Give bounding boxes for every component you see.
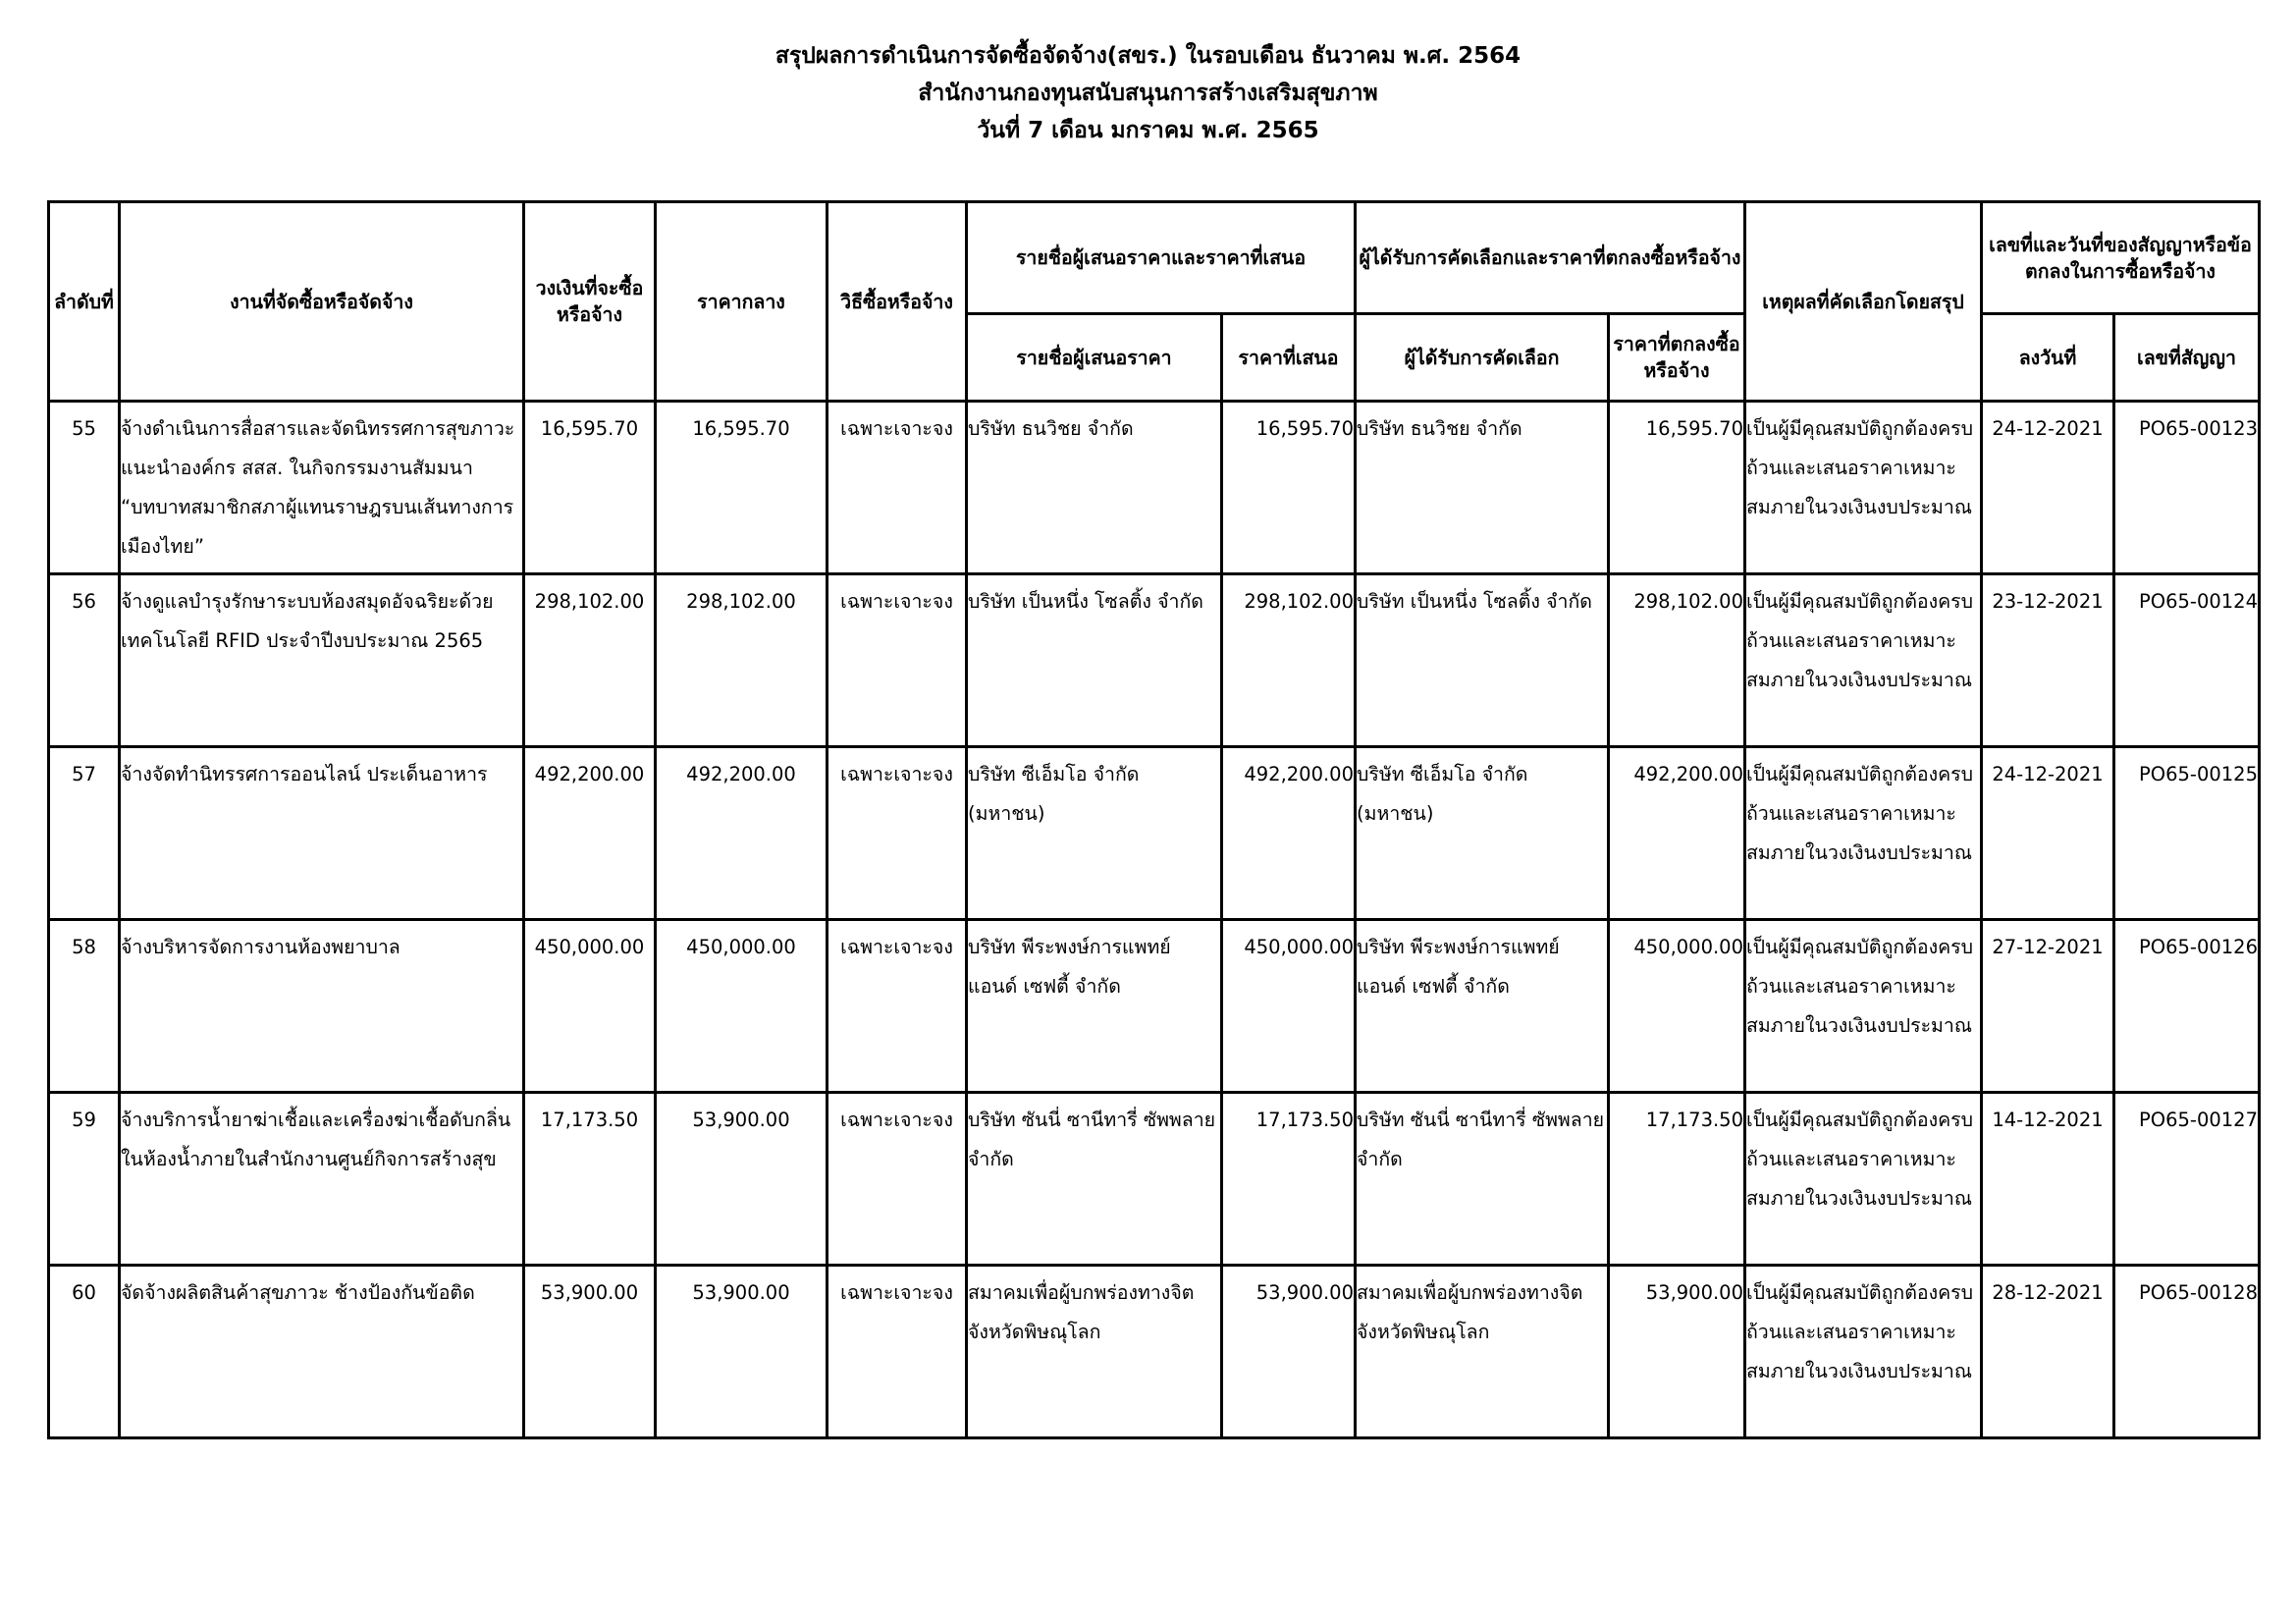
header-contract-group: เลขที่และวันที่ของสัญญาหรือข้อตกลงในการซื้อหรือจ้าง bbox=[1982, 202, 2260, 314]
row-contract-no: PO65-00124 bbox=[2114, 574, 2260, 747]
row-seq: 60 bbox=[49, 1266, 120, 1438]
header-bidder-name: รายชื่อผู้เสนอราคา bbox=[967, 314, 1222, 402]
row-contract-no: PO65-00126 bbox=[2114, 920, 2260, 1093]
row-reason: เป็นผู้มีคุณสมบัติถูกต้องครบถ้วนและเสนอราคาเหมาะสมภายในวงเงินงบประมาณ bbox=[1745, 1093, 1982, 1266]
row-bidder: บริษัท ซันนี่ ซานีทารี่ ซัพพลาย จำกัด bbox=[967, 1093, 1222, 1266]
row-work: จ้างจัดทำนิทรรศการออนไลน์ ประเด็นอาหาร bbox=[120, 747, 524, 920]
row-work: จ้างดำเนินการสื่อสารและจัดนิทรรศการสุขภาวะ แนะนำองค์กร สสส. ในกิจกรรมงานสัมมนา “บทบาทสมาชิกสภาผู้แทนราษฎรบนเส้นทางการเมืองไทย” bbox=[120, 402, 524, 574]
row-method: เฉพาะเจาะจง bbox=[828, 574, 967, 747]
row-agreed-price: 17,173.50 bbox=[1609, 1093, 1745, 1266]
document-header bbox=[0, 37, 2296, 149]
row-budget: 16,595.70 bbox=[524, 402, 656, 574]
table-row bbox=[49, 747, 2260, 920]
row-reason: เป็นผู้มีคุณสมบัติถูกต้องครบถ้วนและเสนอราคาเหมาะสมภายในวงเงินงบประมาณ bbox=[1745, 574, 1982, 747]
row-signed-date: 14-12-2021 bbox=[1982, 1093, 2114, 1266]
row-signed-date: 24-12-2021 bbox=[1982, 747, 2114, 920]
row-bidder: บริษัท ซีเอ็มโอ จำกัด (มหาชน) bbox=[967, 747, 1222, 920]
row-signed-date: 28-12-2021 bbox=[1982, 1266, 2114, 1438]
row-contract-no: PO65-00128 bbox=[2114, 1266, 2260, 1438]
row-reason: เป็นผู้มีคุณสมบัติถูกต้องครบถ้วนและเสนอราคาเหมาะสมภายในวงเงินงบประมาณ bbox=[1745, 747, 1982, 920]
row-method: เฉพาะเจาะจง bbox=[828, 1266, 967, 1438]
table-row bbox=[49, 574, 2260, 747]
row-reason: เป็นผู้มีคุณสมบัติถูกต้องครบถ้วนและเสนอราคาเหมาะสมภายในวงเงินงบประมาณ bbox=[1745, 920, 1982, 1093]
table-body bbox=[49, 402, 2260, 1438]
header-bidders-group: รายชื่อผู้เสนอราคาและราคาที่เสนอ bbox=[967, 202, 1356, 314]
row-signed-date: 24-12-2021 bbox=[1982, 402, 2114, 574]
row-budget: 492,200.00 bbox=[524, 747, 656, 920]
row-agreed-price: 53,900.00 bbox=[1609, 1266, 1745, 1438]
document-title: สรุปผลการดำเนินการจัดซื้อจัดจ้าง(สขร.) ในรอบเดือน ธันวาคม พ.ศ. 2564 bbox=[774, 43, 1522, 69]
row-selected: บริษัท ซีเอ็มโอ จำกัด (มหาชน) bbox=[1356, 747, 1609, 920]
table-row bbox=[49, 1266, 2260, 1438]
header-seq: ลำดับที่ bbox=[49, 202, 120, 402]
row-budget: 53,900.00 bbox=[524, 1266, 656, 1438]
row-agreed-price: 298,102.00 bbox=[1609, 574, 1745, 747]
row-work: จ้างดูแลบำรุงรักษาระบบห้องสมุดอัจฉริยะด้วยเทคโนโลยี RFID ประจำปีงบประมาณ 2565 bbox=[120, 574, 524, 747]
row-selected: บริษัท ธนวิชย จำกัด bbox=[1356, 402, 1609, 574]
row-signed-date: 23-12-2021 bbox=[1982, 574, 2114, 747]
table-row bbox=[49, 920, 2260, 1093]
row-bidder: บริษัท พีระพงษ์การแพทย์ แอนด์ เซฟตี้ จำกัด bbox=[967, 920, 1222, 1093]
row-method: เฉพาะเจาะจง bbox=[828, 920, 967, 1093]
row-contract-no: PO65-00123 bbox=[2114, 402, 2260, 574]
header-median-price: ราคากลาง bbox=[656, 202, 828, 402]
header-signed-date: ลงวันที่ bbox=[1982, 314, 2114, 402]
document-organization: สำนักงานกองทุนสนับสนุนการสร้างเสริมสุขภาพ bbox=[918, 81, 1378, 106]
table-row bbox=[49, 402, 2260, 574]
row-bidder: บริษัท เป็นหนึ่ง โซลติ้ง จำกัด bbox=[967, 574, 1222, 747]
row-median-price: 16,595.70 bbox=[656, 402, 828, 574]
row-median-price: 450,000.00 bbox=[656, 920, 828, 1093]
header-contract-no: เลขที่สัญญา bbox=[2114, 314, 2260, 402]
row-contract-no: PO65-00125 bbox=[2114, 747, 2260, 920]
row-work: จ้างบริหารจัดการงานห้องพยาบาล bbox=[120, 920, 524, 1093]
row-bid-price: 53,900.00 bbox=[1222, 1266, 1356, 1438]
row-bid-price: 17,173.50 bbox=[1222, 1093, 1356, 1266]
row-selected: บริษัท ซันนี่ ซานีทารี่ ซัพพลาย จำกัด bbox=[1356, 1093, 1609, 1266]
table-header bbox=[49, 202, 2260, 402]
header-agreed-price: ราคาที่ตกลงซื้อหรือจ้าง bbox=[1609, 314, 1745, 402]
header-budget: วงเงินที่จะซื้อหรือจ้าง bbox=[524, 202, 656, 402]
row-method: เฉพาะเจาะจง bbox=[828, 1093, 967, 1266]
row-median-price: 53,900.00 bbox=[656, 1266, 828, 1438]
row-agreed-price: 492,200.00 bbox=[1609, 747, 1745, 920]
row-budget: 298,102.00 bbox=[524, 574, 656, 747]
row-bid-price: 492,200.00 bbox=[1222, 747, 1356, 920]
row-bid-price: 16,595.70 bbox=[1222, 402, 1356, 574]
row-reason: เป็นผู้มีคุณสมบัติถูกต้องครบถ้วนและเสนอราคาเหมาะสมภายในวงเงินงบประมาณ bbox=[1745, 402, 1982, 574]
header-bid-price: ราคาที่เสนอ bbox=[1222, 314, 1356, 402]
header-reason: เหตุผลที่คัดเลือกโดยสรุป bbox=[1745, 202, 1982, 402]
row-selected: สมาคมเพื่อผู้บกพร่องทางจิตจังหวัดพิษณุโลก bbox=[1356, 1266, 1609, 1438]
row-seq: 59 bbox=[49, 1093, 120, 1266]
row-median-price: 492,200.00 bbox=[656, 747, 828, 920]
row-median-price: 298,102.00 bbox=[656, 574, 828, 747]
procurement-summary-table bbox=[47, 200, 2261, 1439]
row-method: เฉพาะเจาะจง bbox=[828, 747, 967, 920]
row-bidder: สมาคมเพื่อผู้บกพร่องทางจิตจังหวัดพิษณุโลก bbox=[967, 1266, 1222, 1438]
row-seq: 58 bbox=[49, 920, 120, 1093]
document-date: วันที่ 7 เดือน มกราคม พ.ศ. 2565 bbox=[977, 118, 1319, 143]
row-agreed-price: 450,000.00 bbox=[1609, 920, 1745, 1093]
row-bid-price: 298,102.00 bbox=[1222, 574, 1356, 747]
table-row bbox=[49, 1093, 2260, 1266]
row-work: จัดจ้างผลิตสินค้าสุขภาวะ ช้างป้องกันข้อติด bbox=[120, 1266, 524, 1438]
row-seq: 57 bbox=[49, 747, 120, 920]
row-seq: 56 bbox=[49, 574, 120, 747]
row-agreed-price: 16,595.70 bbox=[1609, 402, 1745, 574]
header-method: วิธีซื้อหรือจ้าง bbox=[828, 202, 967, 402]
row-budget: 450,000.00 bbox=[524, 920, 656, 1093]
row-bidder: บริษัท ธนวิชย จำกัด bbox=[967, 402, 1222, 574]
row-work: จ้างบริการน้ำยาฆ่าเชื้อและเครื่องฆ่าเชื้อดับกลิ่นในห้องน้ำภายในสำนักงานศูนย์กิจการสร้างสุข bbox=[120, 1093, 524, 1266]
row-signed-date: 27-12-2021 bbox=[1982, 920, 2114, 1093]
row-reason: เป็นผู้มีคุณสมบัติถูกต้องครบถ้วนและเสนอราคาเหมาะสมภายในวงเงินงบประมาณ bbox=[1745, 1266, 1982, 1438]
row-contract-no: PO65-00127 bbox=[2114, 1093, 2260, 1266]
row-bid-price: 450,000.00 bbox=[1222, 920, 1356, 1093]
header-selected-name: ผู้ได้รับการคัดเลือก bbox=[1356, 314, 1609, 402]
row-selected: บริษัท เป็นหนึ่ง โซลติ้ง จำกัด bbox=[1356, 574, 1609, 747]
row-budget: 17,173.50 bbox=[524, 1093, 656, 1266]
row-median-price: 53,900.00 bbox=[656, 1093, 828, 1266]
row-method: เฉพาะเจาะจง bbox=[828, 402, 967, 574]
row-selected: บริษัท พีระพงษ์การแพทย์ แอนด์ เซฟตี้ จำกัด bbox=[1356, 920, 1609, 1093]
row-seq: 55 bbox=[49, 402, 120, 574]
header-work: งานที่จัดซื้อหรือจัดจ้าง bbox=[120, 202, 524, 402]
header-selected-group: ผู้ได้รับการคัดเลือกและราคาที่ตกลงซื้อหรือจ้าง bbox=[1356, 202, 1745, 314]
